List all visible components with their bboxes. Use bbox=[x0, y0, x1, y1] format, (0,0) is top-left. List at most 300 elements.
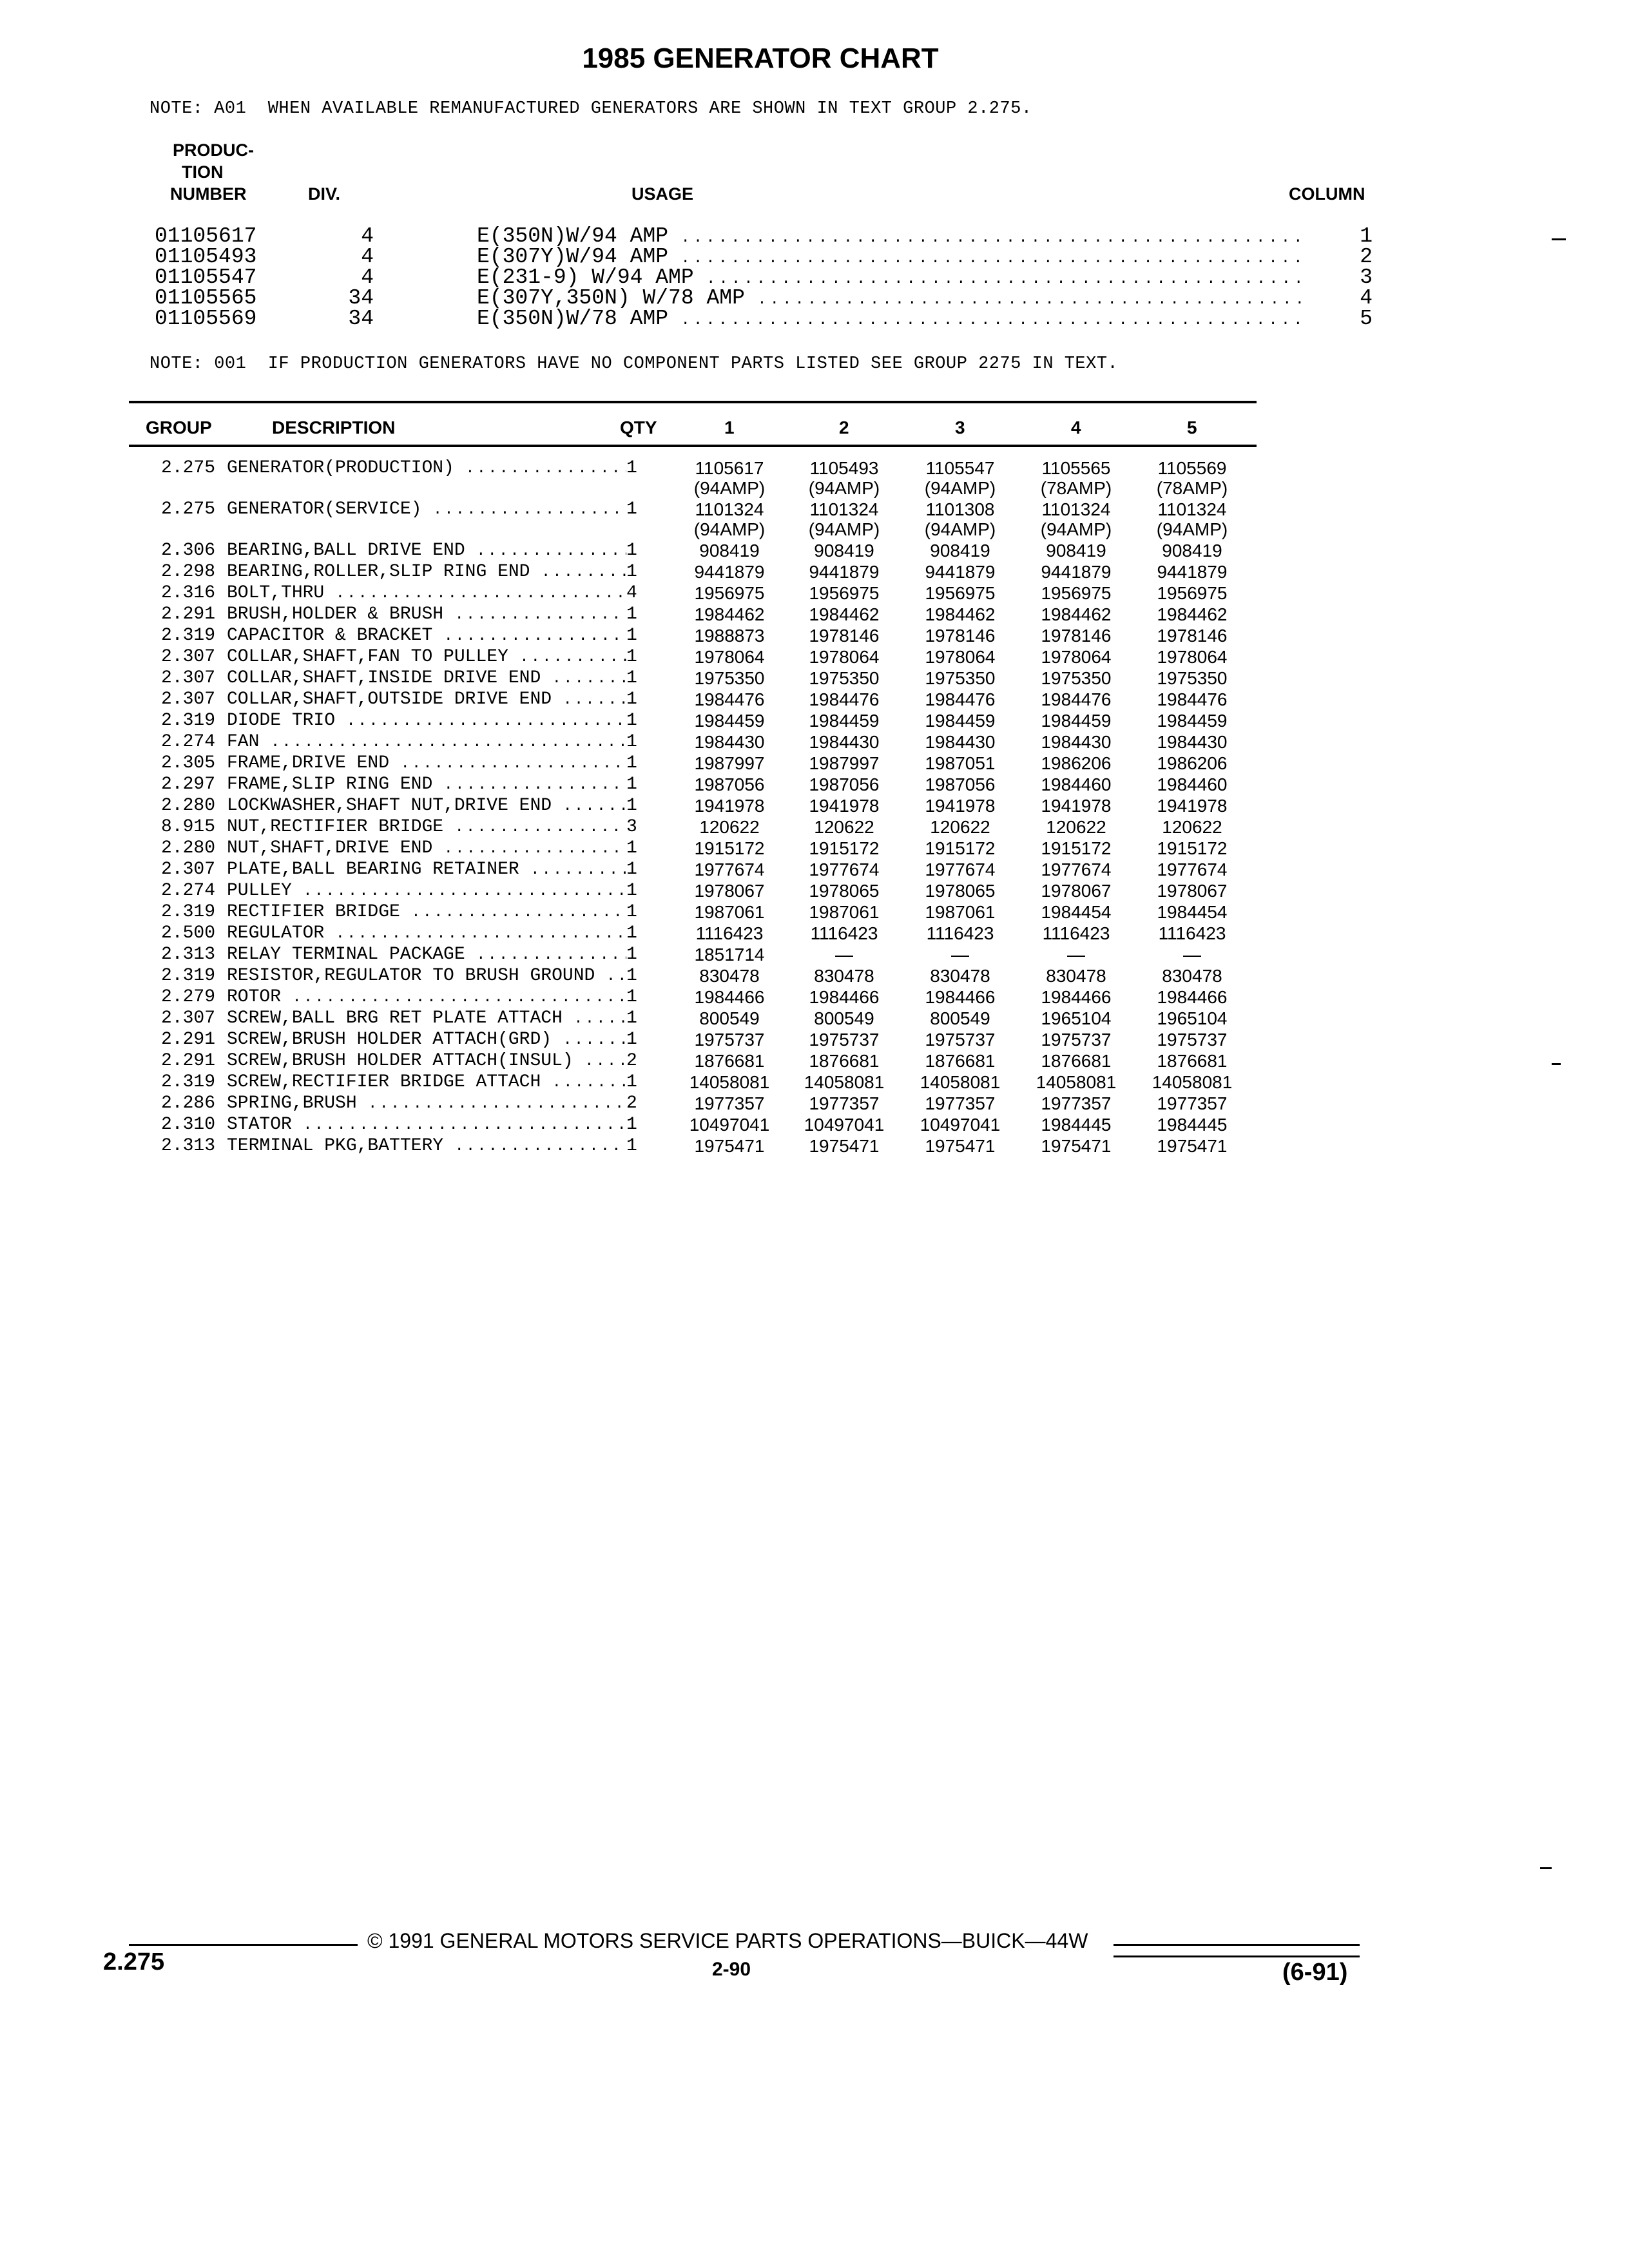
description-cell: GENERATOR(PRODUCTION) ..... bbox=[227, 459, 626, 479]
qty-cell: 1 bbox=[626, 732, 637, 752]
group-cell: 2.306 bbox=[160, 541, 215, 561]
production-number: 01105569 bbox=[155, 307, 257, 331]
part-number-col-4: 1116423 bbox=[1042, 923, 1110, 943]
part-number-col-1: 1956975 bbox=[694, 583, 765, 603]
part-number-col-5: 1984460 bbox=[1157, 774, 1228, 794]
part-number-col-5: 830478 bbox=[1162, 966, 1222, 986]
part-number-col-3: 14058081 bbox=[920, 1072, 1001, 1092]
part-number-col-5: 1101324 bbox=[1157, 499, 1227, 519]
column-number: 2 bbox=[1360, 245, 1373, 269]
part-number-col-4: 1986206 bbox=[1041, 753, 1112, 773]
group-cell: 2.305 bbox=[160, 753, 215, 773]
part-number-col-5: 14058081 bbox=[1152, 1072, 1233, 1092]
description-cell: TERMINAL PKG,BATTERY ..... bbox=[227, 1137, 626, 1157]
group-cell: 2.280 bbox=[160, 796, 215, 816]
part-number-col-2: 1915172 bbox=[809, 838, 880, 858]
part-number-col-4: 14058081 bbox=[1036, 1072, 1117, 1092]
group-cell: 2.275 bbox=[160, 458, 215, 478]
usage: E(307Y)W/94 AMP ..... bbox=[477, 246, 1308, 269]
part-number-col-1: 1978067 bbox=[694, 881, 765, 901]
part-number-col-3: 908419 bbox=[930, 541, 990, 561]
part-number-col-1: 1876681 bbox=[694, 1051, 765, 1071]
part-number-col-3: 1101308 bbox=[925, 499, 995, 519]
group-cell: 2.500 bbox=[160, 923, 215, 943]
part-number-col-5: 1941978 bbox=[1157, 796, 1228, 816]
part-number-col-5: 1105569 bbox=[1157, 458, 1227, 478]
group-cell: 2.297 bbox=[160, 774, 215, 794]
part-number-col-2: 1978146 bbox=[809, 626, 880, 646]
description-cell: LOCKWASHER,SHAFT NUT,DRIVE END ..... bbox=[227, 796, 626, 816]
part-number-col-2: 800549 bbox=[814, 1008, 874, 1028]
qty-cell: 1 bbox=[626, 711, 637, 731]
part-number-col-4: 1978067 bbox=[1041, 881, 1112, 901]
description-cell: SCREW,RECTIFIER BRIDGE ATTACH ..... bbox=[227, 1073, 626, 1093]
part-number-col-3: 1984466 bbox=[925, 987, 996, 1007]
group-cell: 2.307 bbox=[160, 860, 215, 879]
description-cell: BEARING,ROLLER,SLIP RING END ..... bbox=[227, 562, 626, 582]
description-cell: COLLAR,SHAFT,OUTSIDE DRIVE END ..... bbox=[227, 690, 626, 710]
part-number-col-3: 1956975 bbox=[925, 583, 996, 603]
usage: E(350N)W/78 AMP ..... bbox=[477, 308, 1308, 331]
part-number-col-2: 1876681 bbox=[809, 1051, 880, 1071]
division: 4 bbox=[361, 265, 374, 289]
amperage-note-col-4: (78AMP) bbox=[1040, 478, 1112, 498]
column-header: COLUMN bbox=[1289, 184, 1365, 204]
part-number-col-2: 1975471 bbox=[809, 1136, 880, 1156]
part-number-col-1: 1975471 bbox=[694, 1136, 765, 1156]
part-number-col-5: 1116423 bbox=[1158, 923, 1226, 943]
group-cell: 2.291 bbox=[160, 604, 215, 624]
part-number-col-1: 120622 bbox=[699, 817, 760, 837]
qty-cell: 1 bbox=[626, 860, 637, 879]
qty-cell: 1 bbox=[626, 753, 637, 773]
part-number-col-5: 908419 bbox=[1162, 541, 1222, 561]
prod-number-header-line2: TION bbox=[182, 162, 224, 182]
division: 4 bbox=[361, 245, 374, 269]
part-number-col-4: 1984466 bbox=[1041, 987, 1112, 1007]
part-number-col-4: 1984462 bbox=[1041, 604, 1112, 624]
description-cell: BEARING,BALL DRIVE END ..... bbox=[227, 541, 626, 561]
part-number-col-2: 120622 bbox=[814, 817, 874, 837]
description-column-header: DESCRIPTION bbox=[272, 418, 396, 437]
part-number-col-2: 1105493 bbox=[809, 458, 879, 478]
group-cell: 2.274 bbox=[160, 881, 215, 901]
column-number: 3 bbox=[1360, 265, 1373, 289]
description-cell: SCREW,BRUSH HOLDER ATTACH(INSUL) ..... bbox=[227, 1052, 626, 1072]
part-number-col-3: — bbox=[951, 945, 969, 965]
part-number-col-5: 1984466 bbox=[1157, 987, 1228, 1007]
part-number-col-3: 120622 bbox=[930, 817, 990, 837]
description-cell: FRAME,DRIVE END ..... bbox=[227, 754, 626, 774]
group-cell: 2.319 bbox=[160, 966, 215, 986]
group-cell: 2.291 bbox=[160, 1030, 215, 1050]
part-number-col-3: 1978064 bbox=[925, 647, 996, 667]
part-number-col-2: 1987997 bbox=[809, 753, 880, 773]
amperage-note-col-5: (78AMP) bbox=[1156, 478, 1228, 498]
part-number-col-4: 1876681 bbox=[1041, 1051, 1112, 1071]
qty-cell: 1 bbox=[626, 923, 637, 943]
description-cell: BRUSH,HOLDER & BRUSH ..... bbox=[227, 605, 626, 625]
footer-rule-right bbox=[1113, 1944, 1360, 1946]
part-number-col-1: 1984462 bbox=[694, 604, 765, 624]
column-number: 4 bbox=[1360, 286, 1373, 310]
note-remanufactured: NOTE: A01 WHEN AVAILABLE REMANUFACTURED GENERATORS ARE SHOWN IN TEXT GROUP 2.275. bbox=[149, 99, 1032, 119]
description-cell: RECTIFIER BRIDGE ..... bbox=[227, 903, 626, 923]
part-number-col-1: 1987061 bbox=[694, 902, 765, 922]
group-cell: 2.319 bbox=[160, 902, 215, 922]
part-number-col-5: 1975350 bbox=[1157, 668, 1228, 688]
part-number-col-1: 1941978 bbox=[694, 796, 765, 816]
qty-cell: 1 bbox=[626, 838, 637, 858]
description-cell: DIODE TRIO ..... bbox=[227, 711, 626, 731]
qty-cell: 1 bbox=[626, 1030, 637, 1050]
part-number-col-5: 1978067 bbox=[1157, 881, 1228, 901]
part-number-col-3: 1984462 bbox=[925, 604, 996, 624]
part-number-col-5: 1986206 bbox=[1157, 753, 1228, 773]
column-number: 1 bbox=[1360, 224, 1373, 248]
page-title: 1985 GENERATOR CHART bbox=[582, 43, 939, 74]
part-number-col-3: 9441879 bbox=[925, 562, 996, 582]
description-cell: NUT,SHAFT,DRIVE END ..... bbox=[227, 839, 626, 859]
qty-cell: 1 bbox=[626, 774, 637, 794]
part-number-col-1: 1984430 bbox=[694, 732, 765, 752]
footer-group-number: 2.275 bbox=[103, 1948, 165, 1975]
amperage-note-col-4: (94AMP) bbox=[1040, 519, 1112, 539]
division: 34 bbox=[348, 307, 374, 331]
group-cell: 2.319 bbox=[160, 711, 215, 731]
part-number-col-2: 1987056 bbox=[809, 774, 880, 794]
part-number-col-2: 1984466 bbox=[809, 987, 880, 1007]
qty-cell: 1 bbox=[626, 945, 637, 965]
part-number-col-5: 1956975 bbox=[1157, 583, 1228, 603]
part-number-col-2: 1978064 bbox=[809, 647, 880, 667]
part-number-col-5: 1984445 bbox=[1157, 1115, 1228, 1135]
description-cell: ROTOR ..... bbox=[227, 988, 626, 1008]
part-number-col-1: 1984476 bbox=[694, 689, 765, 709]
part-number-col-4: 1965104 bbox=[1041, 1008, 1112, 1028]
part-number-col-5: 1876681 bbox=[1157, 1051, 1228, 1071]
qty-cell: 1 bbox=[626, 796, 637, 816]
part-number-col-1: 1977674 bbox=[694, 860, 765, 879]
part-number-col-1: 14058081 bbox=[689, 1072, 770, 1092]
margin-mark bbox=[1552, 238, 1566, 240]
part-number-col-4: 1956975 bbox=[1041, 583, 1112, 603]
usage: E(231-9) W/94 AMP ..... bbox=[477, 267, 1308, 290]
part-number-col-1: 1851714 bbox=[694, 945, 765, 965]
qty-cell: 3 bbox=[626, 817, 637, 837]
div-header: DIV. bbox=[308, 184, 341, 204]
description-cell: FAN ..... bbox=[227, 733, 626, 753]
part-number-col-1: 1984459 bbox=[694, 711, 765, 731]
part-number-col-3: 1941978 bbox=[925, 796, 996, 816]
part-number-col-1: 1116423 bbox=[695, 923, 764, 943]
amperage-note-col-3: (94AMP) bbox=[924, 519, 996, 539]
part-number-col-3: 1876681 bbox=[925, 1051, 996, 1071]
part-number-col-5: 1984430 bbox=[1157, 732, 1228, 752]
part-number-col-3: 1987061 bbox=[925, 902, 996, 922]
group-cell: 2.310 bbox=[160, 1115, 215, 1135]
description-cell: PULLEY ..... bbox=[227, 881, 626, 901]
qty-cell: 1 bbox=[626, 562, 637, 582]
part-number-col-2: 1101324 bbox=[809, 499, 879, 519]
part-number-col-2: 830478 bbox=[814, 966, 874, 986]
part-number-col-5: — bbox=[1183, 945, 1201, 965]
part-number-col-3: 1975737 bbox=[925, 1030, 996, 1050]
part-number-col-1: 9441879 bbox=[694, 562, 765, 582]
qty-cell: 1 bbox=[626, 987, 637, 1007]
part-number-col-4: 830478 bbox=[1046, 966, 1106, 986]
part-number-col-2: 1984462 bbox=[809, 604, 880, 624]
part-number-col-3: 1915172 bbox=[925, 838, 996, 858]
description-cell: PLATE,BALL BEARING RETAINER ..... bbox=[227, 860, 626, 880]
group-cell: 8.915 bbox=[160, 817, 215, 837]
part-number-col-3: 1975350 bbox=[925, 668, 996, 688]
part-number-col-2: 1116423 bbox=[810, 923, 878, 943]
qty-cell: 2 bbox=[626, 1093, 637, 1113]
part-number-col-3: 1975471 bbox=[925, 1136, 996, 1156]
qty-cell: 1 bbox=[626, 499, 637, 519]
qty-cell: 1 bbox=[626, 1008, 637, 1028]
amperage-note-col-3: (94AMP) bbox=[924, 478, 996, 498]
division: 4 bbox=[361, 224, 374, 248]
production-number: 01105547 bbox=[155, 265, 257, 289]
group-cell: 2.291 bbox=[160, 1051, 215, 1071]
part-number-col-2: 1956975 bbox=[809, 583, 880, 603]
group-cell: 2.307 bbox=[160, 1008, 215, 1028]
part-number-col-5: 1977674 bbox=[1157, 860, 1228, 879]
group-cell: 2.279 bbox=[160, 987, 215, 1007]
description-cell: SPRING,BRUSH ..... bbox=[227, 1094, 626, 1114]
part-number-col-4: 120622 bbox=[1046, 817, 1106, 837]
part-number-col-2: 1984430 bbox=[809, 732, 880, 752]
description-cell: STATOR ..... bbox=[227, 1115, 626, 1135]
group-cell: 2.319 bbox=[160, 1072, 215, 1092]
group-cell: 2.316 bbox=[160, 583, 215, 603]
part-number-col-1: 800549 bbox=[699, 1008, 760, 1028]
qty-cell: 1 bbox=[626, 902, 637, 922]
qty-cell: 1 bbox=[626, 881, 637, 901]
part-number-col-4: 1941978 bbox=[1041, 796, 1112, 816]
part-number-col-4: 908419 bbox=[1046, 541, 1106, 561]
margin-mark bbox=[1540, 1867, 1552, 1869]
usage: E(307Y,350N) W/78 AMP ..... bbox=[477, 287, 1308, 311]
qty-cell: 4 bbox=[626, 583, 637, 603]
column-1-header: 1 bbox=[724, 418, 735, 437]
part-number-col-2: 14058081 bbox=[804, 1072, 885, 1092]
group-cell: 2.313 bbox=[160, 1136, 215, 1156]
part-number-col-3: 1116423 bbox=[926, 923, 994, 943]
amperage-note-col-1: (94AMP) bbox=[693, 519, 766, 539]
part-number-col-5: 1915172 bbox=[1157, 838, 1228, 858]
part-number-col-5: 1984454 bbox=[1157, 902, 1228, 922]
part-number-col-4: 1975471 bbox=[1041, 1136, 1112, 1156]
part-number-col-1: 1987997 bbox=[694, 753, 765, 773]
part-number-col-4: 1978064 bbox=[1041, 647, 1112, 667]
group-cell: 2.280 bbox=[160, 838, 215, 858]
part-number-col-1: 1915172 bbox=[694, 838, 765, 858]
part-number-col-3: 1105547 bbox=[925, 458, 995, 478]
group-cell: 2.307 bbox=[160, 689, 215, 709]
part-number-col-2: 908419 bbox=[814, 541, 874, 561]
part-number-col-5: 1977357 bbox=[1157, 1093, 1228, 1113]
description-cell: FRAME,SLIP RING END ..... bbox=[227, 775, 626, 795]
part-number-col-5: 120622 bbox=[1162, 817, 1222, 837]
part-number-col-3: 1978146 bbox=[925, 626, 996, 646]
description-cell: REGULATOR ..... bbox=[227, 924, 626, 944]
part-number-col-4: 1975350 bbox=[1041, 668, 1112, 688]
part-number-col-3: 1987051 bbox=[925, 753, 996, 773]
description-cell: SCREW,BALL BRG RET PLATE ATTACH ..... bbox=[227, 1009, 626, 1029]
description-cell: COLLAR,SHAFT,INSIDE DRIVE END ..... bbox=[227, 669, 626, 689]
description-cell: RELAY TERMINAL PACKAGE ..... bbox=[227, 945, 626, 965]
part-number-col-3: 1977357 bbox=[925, 1093, 996, 1113]
footer-rule-left bbox=[129, 1944, 358, 1946]
qty-cell: 1 bbox=[626, 1136, 637, 1156]
part-number-col-2: 10497041 bbox=[804, 1115, 885, 1135]
part-number-col-2: 1941978 bbox=[809, 796, 880, 816]
part-number-col-4: 1915172 bbox=[1041, 838, 1112, 858]
description-cell: GENERATOR(SERVICE) ..... bbox=[227, 500, 626, 520]
prod-number-header-line3: NUMBER bbox=[170, 184, 247, 204]
group-cell: 2.313 bbox=[160, 945, 215, 965]
part-number-col-4: 1984445 bbox=[1041, 1115, 1112, 1135]
part-number-col-1: 1988873 bbox=[694, 626, 765, 646]
qty-cell: 1 bbox=[626, 647, 637, 667]
part-number-col-5: 1965104 bbox=[1157, 1008, 1228, 1028]
part-number-col-4: 1977674 bbox=[1041, 860, 1112, 879]
part-number-col-3: 1984459 bbox=[925, 711, 996, 731]
part-number-col-4: 9441879 bbox=[1041, 562, 1112, 582]
description-cell: NUT,RECTIFIER BRIDGE ..... bbox=[227, 818, 626, 838]
column-5-header: 5 bbox=[1187, 418, 1197, 437]
part-number-col-1: 1975737 bbox=[694, 1030, 765, 1050]
amperage-note-col-2: (94AMP) bbox=[808, 478, 880, 498]
footer-page-number: 2-90 bbox=[712, 1959, 751, 1980]
part-number-col-5: 1975471 bbox=[1157, 1136, 1228, 1156]
part-number-col-3: 1977674 bbox=[925, 860, 996, 879]
qty-cell: 1 bbox=[626, 458, 637, 478]
qty-cell: 1 bbox=[626, 1072, 637, 1092]
part-number-col-1: 1984466 bbox=[694, 987, 765, 1007]
note-production: NOTE: 001 IF PRODUCTION GENERATORS HAVE NO COMPONENT PARTS LISTED SEE GROUP 2275 IN TEXT. bbox=[149, 354, 1119, 374]
part-number-col-2: 9441879 bbox=[809, 562, 880, 582]
part-number-col-3: 1978065 bbox=[925, 881, 996, 901]
usage-header: USAGE bbox=[631, 184, 694, 204]
table-header-rule bbox=[129, 445, 1257, 447]
part-number-col-5: 1975737 bbox=[1157, 1030, 1228, 1050]
part-number-col-4: 1984454 bbox=[1041, 902, 1112, 922]
division: 34 bbox=[348, 286, 374, 310]
description-cell: COLLAR,SHAFT,FAN TO PULLEY ..... bbox=[227, 648, 626, 668]
part-number-col-2: — bbox=[835, 945, 853, 965]
column-4-header: 4 bbox=[1071, 418, 1081, 437]
amperage-note-col-1: (94AMP) bbox=[693, 478, 766, 498]
group-cell: 2.307 bbox=[160, 647, 215, 667]
column-number: 5 bbox=[1360, 307, 1373, 331]
group-cell: 2.275 bbox=[160, 499, 215, 519]
part-number-col-3: 1984430 bbox=[925, 732, 996, 752]
description-cell: RESISTOR,REGULATOR TO BRUSH GROUND ..... bbox=[227, 966, 626, 986]
group-cell: 2.286 bbox=[160, 1093, 215, 1113]
qty-cell: 1 bbox=[626, 668, 637, 688]
margin-mark bbox=[1552, 1063, 1561, 1065]
part-number-col-2: 1977357 bbox=[809, 1093, 880, 1113]
part-number-col-3: 830478 bbox=[930, 966, 990, 986]
group-cell: 2.298 bbox=[160, 562, 215, 582]
part-number-col-4: 1105565 bbox=[1041, 458, 1111, 478]
production-number: 01105617 bbox=[155, 224, 257, 248]
part-number-col-4: 1984430 bbox=[1041, 732, 1112, 752]
prod-number-header-line1: PRODUC- bbox=[173, 140, 254, 160]
production-number: 01105565 bbox=[155, 286, 257, 310]
part-number-col-4: 1984476 bbox=[1041, 689, 1112, 709]
part-number-col-3: 1984476 bbox=[925, 689, 996, 709]
description-cell: BOLT,THRU ..... bbox=[227, 584, 626, 604]
part-number-col-5: 1978146 bbox=[1157, 626, 1228, 646]
part-number-col-4: 1984459 bbox=[1041, 711, 1112, 731]
part-number-col-4: 1101324 bbox=[1041, 499, 1111, 519]
description-cell: SCREW,BRUSH HOLDER ATTACH(GRD) ..... bbox=[227, 1030, 626, 1050]
qty-cell: 1 bbox=[626, 1115, 637, 1135]
part-number-col-2: 1984459 bbox=[809, 711, 880, 731]
part-number-col-3: 1987056 bbox=[925, 774, 996, 794]
part-number-col-5: 1984462 bbox=[1157, 604, 1228, 624]
table-top-rule bbox=[129, 401, 1257, 403]
part-number-col-4: 1977357 bbox=[1041, 1093, 1112, 1113]
part-number-col-5: 1984459 bbox=[1157, 711, 1228, 731]
part-number-col-5: 9441879 bbox=[1157, 562, 1228, 582]
description-cell: CAPACITOR & BRACKET ..... bbox=[227, 626, 626, 646]
part-number-col-1: 1975350 bbox=[694, 668, 765, 688]
part-number-col-2: 1977674 bbox=[809, 860, 880, 879]
part-number-col-4: — bbox=[1067, 945, 1085, 965]
group-cell: 2.274 bbox=[160, 732, 215, 752]
part-number-col-5: 1984476 bbox=[1157, 689, 1228, 709]
production-number: 01105493 bbox=[155, 245, 257, 269]
amperage-note-col-5: (94AMP) bbox=[1156, 519, 1228, 539]
part-number-col-1: 1978064 bbox=[694, 647, 765, 667]
footer-rule-right-lower bbox=[1113, 1956, 1360, 1957]
group-cell: 2.307 bbox=[160, 668, 215, 688]
qty-cell: 2 bbox=[626, 1051, 637, 1071]
qty-cell: 1 bbox=[626, 626, 637, 646]
part-number-col-1: 908419 bbox=[699, 541, 760, 561]
part-number-col-4: 1975737 bbox=[1041, 1030, 1112, 1050]
group-column-header: GROUP bbox=[146, 418, 212, 437]
part-number-col-2: 1975737 bbox=[809, 1030, 880, 1050]
part-number-col-2: 1978065 bbox=[809, 881, 880, 901]
footer-copyright: © 1991 GENERAL MOTORS SERVICE PARTS OPERATIONS—BUICK—44W bbox=[367, 1929, 1088, 1952]
part-number-col-5: 1978064 bbox=[1157, 647, 1228, 667]
part-number-col-1: 1987056 bbox=[694, 774, 765, 794]
part-number-col-1: 830478 bbox=[699, 966, 760, 986]
footer-revision-date: (6-91) bbox=[1282, 1959, 1348, 1986]
amperage-note-col-2: (94AMP) bbox=[808, 519, 880, 539]
part-number-col-4: 1984460 bbox=[1041, 774, 1112, 794]
part-number-col-1: 1105617 bbox=[695, 458, 764, 478]
group-cell: 2.319 bbox=[160, 626, 215, 646]
part-number-col-1: 10497041 bbox=[689, 1115, 770, 1135]
column-3-header: 3 bbox=[955, 418, 965, 437]
part-number-col-3: 10497041 bbox=[920, 1115, 1001, 1135]
part-number-col-2: 1975350 bbox=[809, 668, 880, 688]
qty-cell: 1 bbox=[626, 966, 637, 986]
part-number-col-2: 1984476 bbox=[809, 689, 880, 709]
qty-cell: 1 bbox=[626, 689, 637, 709]
column-2-header: 2 bbox=[839, 418, 849, 437]
part-number-col-1: 1101324 bbox=[695, 499, 764, 519]
part-number-col-1: 1977357 bbox=[694, 1093, 765, 1113]
